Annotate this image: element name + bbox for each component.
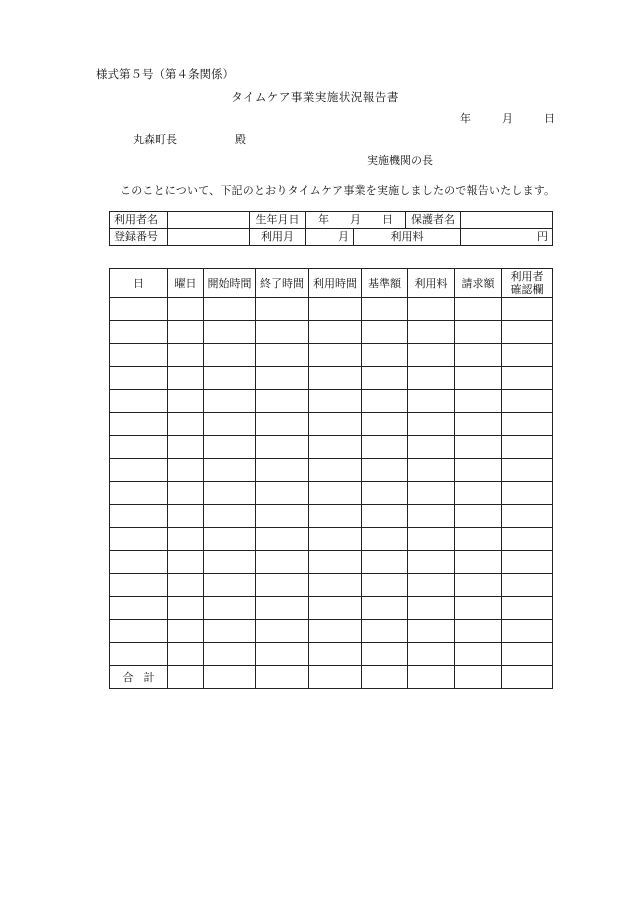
table-cell[interactable] — [408, 597, 455, 620]
table-cell[interactable] — [455, 643, 502, 666]
table-cell[interactable] — [362, 528, 408, 551]
table-cell[interactable] — [362, 367, 408, 390]
table-cell[interactable] — [502, 367, 553, 390]
header-base-amount: 基準額 — [362, 269, 408, 298]
header-user-confirmation-line1: 利用者 — [510, 270, 544, 283]
birth-day-unit: 日 — [382, 213, 393, 226]
total-row — [110, 666, 553, 689]
table-cell[interactable] — [168, 344, 204, 367]
total-cell[interactable] — [168, 666, 204, 689]
table-cell[interactable] — [309, 436, 362, 459]
table-cell[interactable] — [168, 643, 204, 666]
table-cell[interactable] — [168, 298, 204, 321]
registration-field[interactable] — [168, 229, 250, 246]
table-cell[interactable] — [408, 551, 455, 574]
birth-month-unit: 月 — [350, 213, 361, 226]
total-cell[interactable] — [309, 666, 362, 689]
table-cell[interactable] — [502, 436, 553, 459]
table-cell[interactable] — [362, 551, 408, 574]
header-day: 日 — [110, 269, 168, 298]
info-row-1 — [110, 212, 553, 229]
table-cell[interactable] — [110, 643, 168, 666]
table-cell[interactable] — [204, 528, 256, 551]
table-row — [110, 643, 553, 666]
table-cell[interactable] — [110, 597, 168, 620]
table-cell[interactable] — [455, 436, 502, 459]
table-cell[interactable] — [168, 413, 204, 436]
table-cell[interactable] — [408, 390, 455, 413]
header-user-confirmation — [502, 269, 553, 298]
table-cell[interactable] — [455, 551, 502, 574]
table-cell[interactable] — [309, 298, 362, 321]
table-row — [110, 528, 553, 551]
table-cell[interactable] — [502, 482, 553, 505]
table-cell[interactable] — [362, 413, 408, 436]
table-cell[interactable] — [110, 459, 168, 482]
table-cell[interactable] — [408, 436, 455, 459]
table-cell[interactable] — [110, 574, 168, 597]
table-row — [110, 367, 553, 390]
table-cell[interactable] — [204, 482, 256, 505]
usage-header-row — [110, 269, 553, 298]
table-cell[interactable] — [362, 597, 408, 620]
table-cell[interactable] — [256, 597, 309, 620]
table-cell[interactable] — [256, 482, 309, 505]
table-cell[interactable] — [168, 528, 204, 551]
table-cell[interactable] — [502, 321, 553, 344]
table-cell[interactable] — [204, 298, 256, 321]
table-cell[interactable] — [309, 459, 362, 482]
header-weekday: 曜日 — [168, 269, 204, 298]
table-cell[interactable] — [502, 643, 553, 666]
table-cell[interactable] — [502, 574, 553, 597]
birthdate-field[interactable] — [306, 212, 406, 229]
table-cell[interactable] — [408, 574, 455, 597]
table-cell[interactable] — [168, 505, 204, 528]
table-cell[interactable] — [455, 459, 502, 482]
table-cell[interactable] — [309, 597, 362, 620]
report-statement: このことについて、下記のとおりタイムケア事業を実施しましたので報告いたします。 — [120, 184, 556, 197]
table-cell[interactable] — [256, 620, 309, 643]
table-cell[interactable] — [204, 459, 256, 482]
honorific: 殿 — [235, 133, 246, 146]
table-row — [110, 390, 553, 413]
table-cell[interactable] — [408, 643, 455, 666]
table-cell[interactable] — [110, 551, 168, 574]
table-cell[interactable] — [309, 321, 362, 344]
usage-table — [109, 268, 553, 689]
table-row — [110, 597, 553, 620]
table-row — [110, 413, 553, 436]
table-cell[interactable] — [362, 482, 408, 505]
table-cell[interactable] — [362, 459, 408, 482]
table-cell[interactable] — [110, 344, 168, 367]
table-cell[interactable] — [256, 298, 309, 321]
table-cell[interactable] — [110, 413, 168, 436]
institution-head: 実施機関の長 — [367, 154, 433, 167]
table-cell[interactable] — [204, 551, 256, 574]
table-cell[interactable] — [309, 390, 362, 413]
table-cell[interactable] — [455, 413, 502, 436]
table-cell[interactable] — [204, 505, 256, 528]
total-cell[interactable] — [256, 666, 309, 689]
table-cell[interactable] — [362, 620, 408, 643]
table-cell[interactable] — [362, 390, 408, 413]
table-cell[interactable] — [168, 551, 204, 574]
table-cell[interactable] — [256, 551, 309, 574]
table-cell[interactable] — [256, 413, 309, 436]
table-cell[interactable] — [408, 413, 455, 436]
form-number: 様式第５号（第４条関係） — [96, 67, 234, 81]
table-cell[interactable] — [362, 436, 408, 459]
table-cell[interactable] — [256, 436, 309, 459]
table-row — [110, 436, 553, 459]
table-row — [110, 620, 553, 643]
table-cell[interactable] — [110, 505, 168, 528]
table-cell[interactable] — [204, 574, 256, 597]
table-cell[interactable] — [362, 643, 408, 666]
table-cell[interactable] — [408, 298, 455, 321]
guardian-label: 保護者名 — [406, 212, 461, 229]
table-cell[interactable] — [204, 367, 256, 390]
table-cell[interactable] — [408, 505, 455, 528]
table-cell[interactable] — [502, 298, 553, 321]
table-row — [110, 321, 553, 344]
total-cell[interactable] — [408, 666, 455, 689]
user-name-field[interactable] — [168, 212, 250, 229]
table-cell[interactable] — [455, 620, 502, 643]
table-cell[interactable] — [256, 390, 309, 413]
table-cell[interactable] — [204, 321, 256, 344]
table-cell[interactable] — [256, 574, 309, 597]
table-cell[interactable] — [110, 367, 168, 390]
user-name-label: 利用者名 — [110, 212, 168, 229]
table-cell[interactable] — [362, 298, 408, 321]
table-cell[interactable] — [309, 643, 362, 666]
birthdate-label: 生年月日 — [250, 212, 306, 229]
table-cell[interactable] — [204, 413, 256, 436]
table-cell[interactable] — [110, 298, 168, 321]
table-cell[interactable] — [362, 321, 408, 344]
table-cell[interactable] — [168, 574, 204, 597]
addressee — [133, 131, 246, 147]
table-cell[interactable] — [309, 413, 362, 436]
table-cell[interactable] — [309, 505, 362, 528]
guardian-field[interactable] — [461, 212, 553, 229]
table-cell[interactable] — [110, 528, 168, 551]
table-cell[interactable] — [362, 344, 408, 367]
table-cell[interactable] — [502, 528, 553, 551]
table-cell[interactable] — [204, 643, 256, 666]
total-cell[interactable] — [204, 666, 256, 689]
table-row — [110, 482, 553, 505]
usage-body — [110, 298, 553, 666]
table-cell[interactable] — [408, 459, 455, 482]
table-cell[interactable] — [502, 344, 553, 367]
table-cell[interactable] — [204, 344, 256, 367]
addressee-name: 丸森町長 — [133, 133, 177, 146]
table-cell[interactable] — [256, 344, 309, 367]
table-row — [110, 551, 553, 574]
table-cell[interactable] — [256, 643, 309, 666]
table-cell[interactable] — [256, 459, 309, 482]
fee-field[interactable]: 円 — [461, 229, 553, 246]
table-cell[interactable] — [110, 390, 168, 413]
use-month-label: 利用月 — [250, 229, 306, 246]
table-cell[interactable] — [256, 505, 309, 528]
table-cell[interactable] — [455, 505, 502, 528]
document-title: タイムケア事業実施状況報告書 — [231, 90, 399, 104]
table-cell[interactable] — [309, 551, 362, 574]
table-cell[interactable] — [309, 482, 362, 505]
table-cell[interactable] — [204, 597, 256, 620]
birth-year-unit: 年 — [318, 213, 329, 226]
table-cell[interactable] — [455, 321, 502, 344]
table-cell[interactable] — [502, 459, 553, 482]
total-label: 合計 — [110, 666, 168, 689]
table-cell[interactable] — [168, 436, 204, 459]
table-cell[interactable] — [168, 597, 204, 620]
fee-label: 利用料 — [354, 229, 461, 246]
table-cell[interactable] — [110, 620, 168, 643]
table-cell[interactable] — [110, 436, 168, 459]
table-cell[interactable] — [204, 436, 256, 459]
table-cell[interactable] — [168, 390, 204, 413]
table-cell[interactable] — [168, 367, 204, 390]
header-end-time: 終了時間 — [256, 269, 309, 298]
table-cell[interactable] — [256, 367, 309, 390]
header-usage-time: 利用時間 — [309, 269, 362, 298]
table-row — [110, 459, 553, 482]
report-date — [460, 110, 555, 126]
table-cell[interactable] — [408, 321, 455, 344]
table-cell[interactable] — [455, 528, 502, 551]
table-row — [110, 505, 553, 528]
table-cell[interactable] — [309, 574, 362, 597]
table-cell[interactable] — [455, 574, 502, 597]
table-cell[interactable] — [502, 505, 553, 528]
table-cell[interactable] — [408, 482, 455, 505]
table-cell[interactable] — [455, 482, 502, 505]
table-cell[interactable] — [256, 321, 309, 344]
table-cell[interactable] — [110, 321, 168, 344]
header-start-time: 開始時間 — [204, 269, 256, 298]
table-cell[interactable] — [168, 620, 204, 643]
info-row-2 — [110, 229, 553, 246]
date-month: 月 — [502, 112, 513, 125]
table-cell[interactable] — [408, 620, 455, 643]
table-cell[interactable] — [168, 459, 204, 482]
date-day: 日 — [544, 112, 555, 125]
table-cell[interactable] — [408, 367, 455, 390]
table-cell[interactable] — [256, 528, 309, 551]
table-row — [110, 574, 553, 597]
table-cell[interactable] — [502, 551, 553, 574]
header-billed-amount: 請求額 — [455, 269, 502, 298]
table-cell[interactable] — [168, 482, 204, 505]
table-cell[interactable] — [204, 620, 256, 643]
table-cell[interactable] — [455, 597, 502, 620]
table-cell[interactable] — [455, 344, 502, 367]
table-cell[interactable] — [502, 390, 553, 413]
total-cell[interactable] — [362, 666, 408, 689]
table-cell[interactable] — [502, 597, 553, 620]
table-cell[interactable] — [309, 620, 362, 643]
date-year: 年 — [460, 112, 471, 125]
user-info-table — [109, 211, 553, 246]
table-row — [110, 344, 553, 367]
total-cell[interactable] — [455, 666, 502, 689]
total-cell[interactable] — [502, 666, 553, 689]
table-cell[interactable] — [455, 298, 502, 321]
table-cell[interactable] — [362, 505, 408, 528]
table-cell[interactable] — [110, 482, 168, 505]
table-cell[interactable] — [408, 528, 455, 551]
table-cell[interactable] — [309, 528, 362, 551]
table-cell[interactable] — [309, 344, 362, 367]
header-user-confirmation-line2: 確認欄 — [510, 283, 544, 296]
header-usage-fee: 利用料 — [408, 269, 455, 298]
table-row — [110, 298, 553, 321]
table-cell[interactable] — [309, 367, 362, 390]
table-cell[interactable] — [204, 390, 256, 413]
table-cell[interactable] — [362, 574, 408, 597]
registration-label: 登録番号 — [110, 229, 168, 246]
table-cell[interactable] — [455, 390, 502, 413]
table-cell[interactable] — [408, 344, 455, 367]
table-cell[interactable] — [502, 620, 553, 643]
table-cell[interactable] — [502, 413, 553, 436]
table-cell[interactable] — [455, 367, 502, 390]
table-cell[interactable] — [168, 321, 204, 344]
use-month-field[interactable]: 月 — [306, 229, 354, 246]
